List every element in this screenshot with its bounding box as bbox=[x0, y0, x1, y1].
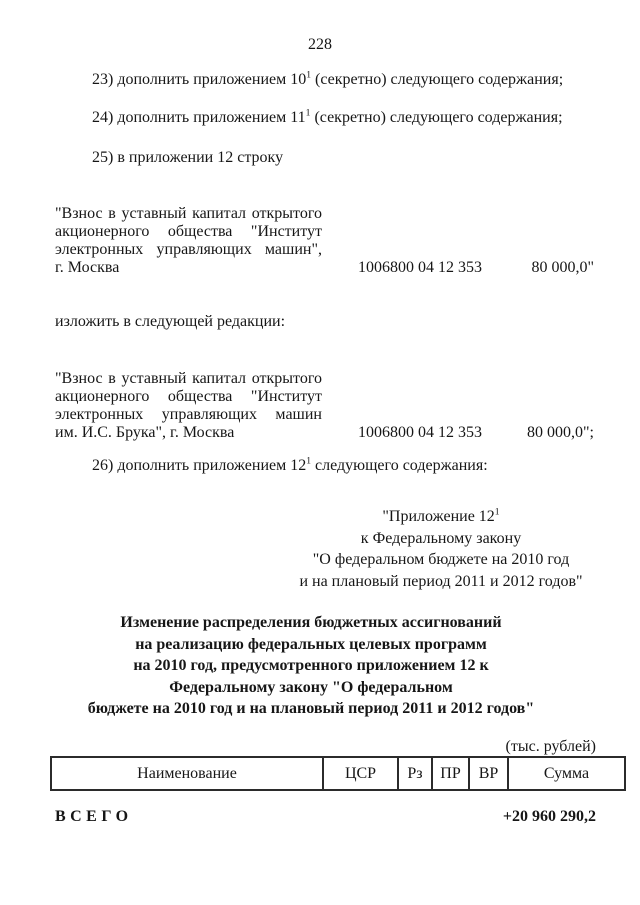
appendix-ref-line bbox=[286, 506, 596, 528]
heading-line: на 2010 год, предусмотренного приложением 12 к bbox=[133, 657, 489, 674]
item-24-superscript: 1 bbox=[305, 107, 311, 119]
entry-name-line: "Взнос в уставный капитал открытого bbox=[55, 205, 322, 222]
entry-budget-code: 1006800 04 12 353 bbox=[358, 424, 482, 441]
heading-line: Изменение распределения бюджетных ассигнований bbox=[120, 614, 502, 631]
budget-entry-revised bbox=[55, 370, 594, 442]
appendix-ref-line: к Федеральному закону bbox=[360, 529, 522, 547]
entry-sum: 80 000,0"; bbox=[527, 424, 594, 441]
heading-line: Федеральному закону "О федеральном bbox=[169, 678, 453, 696]
item-23-superscript: 1 bbox=[306, 69, 312, 81]
item-26-text: 26) дополнить приложением 12 bbox=[92, 457, 307, 474]
amendment-item-23 bbox=[92, 71, 597, 89]
item-24-text-tail: (секретно) следующего содержания; bbox=[310, 109, 563, 126]
appendix-ref-line: "О федеральном бюджете на 2010 год bbox=[312, 551, 570, 568]
page-number: 228 bbox=[308, 36, 332, 53]
entry-name-line: г. Москва bbox=[55, 259, 120, 276]
item-24-text: 24) дополнить приложением 11 bbox=[92, 109, 306, 126]
column-header-rz: Рз bbox=[398, 757, 432, 790]
appendix-reference-block bbox=[286, 506, 596, 592]
budget-entry-original bbox=[55, 205, 594, 277]
appendix-ref-title: "Приложение 12 bbox=[382, 508, 495, 525]
item-23-text-tail: (секретно) следующего содержания; bbox=[311, 71, 564, 88]
entry-name-line: электронных управляющих машин bbox=[55, 406, 322, 423]
item-26-superscript: 1 bbox=[306, 455, 312, 467]
entry-name-line: им. И.С. Брука", г. Москва bbox=[55, 424, 235, 441]
item-25-text: 25) в приложении 12 строку bbox=[92, 149, 284, 166]
column-header-csr: ЦСР bbox=[323, 757, 398, 790]
appendix-ref-superscript: 1 bbox=[494, 506, 500, 518]
total-row-label: ВСЕГО bbox=[55, 808, 133, 825]
appendix-ref-line: и на плановый период 2011 и 2012 годов" bbox=[299, 572, 583, 590]
column-header-sum: Сумма bbox=[508, 757, 625, 790]
column-header-pr: ПР bbox=[432, 757, 469, 790]
amendment-item-24 bbox=[92, 109, 597, 127]
entry-name-line: акционерного общества "Институт bbox=[55, 388, 322, 405]
table-header-row bbox=[51, 757, 625, 790]
entry-name bbox=[55, 370, 322, 442]
item-23-text: 23) дополнить приложением 10 bbox=[92, 71, 307, 88]
heading-line: бюджете на 2010 год и на плановый период 2011 и 2012 годов" bbox=[87, 700, 535, 717]
column-header-name: Наименование bbox=[51, 757, 323, 790]
total-row-sum: +20 960 290,2 bbox=[502, 808, 596, 825]
budget-table bbox=[50, 756, 626, 791]
section-heading bbox=[0, 612, 622, 720]
entry-budget-code: 1006800 04 12 353 bbox=[358, 259, 482, 276]
heading-line: на реализацию федеральных целевых программ bbox=[135, 635, 487, 653]
entry-name-line: "Взнос в уставный капитал открытого bbox=[55, 370, 322, 387]
entry-name bbox=[55, 205, 322, 277]
item-26-text-tail: следующего содержания: bbox=[311, 457, 488, 474]
amend-intro: изложить в следующей редакции: bbox=[55, 313, 286, 330]
entry-sum: 80 000,0" bbox=[531, 259, 594, 276]
entry-name-line: акционерного общества "Институт bbox=[55, 223, 322, 240]
units-note: (тыс. рублей) bbox=[505, 738, 596, 755]
column-header-vr: ВР bbox=[469, 757, 508, 790]
amendment-item-25 bbox=[92, 149, 597, 167]
amendment-item-26 bbox=[92, 457, 597, 475]
entry-name-line: электронных управляющих машин", bbox=[55, 241, 322, 258]
